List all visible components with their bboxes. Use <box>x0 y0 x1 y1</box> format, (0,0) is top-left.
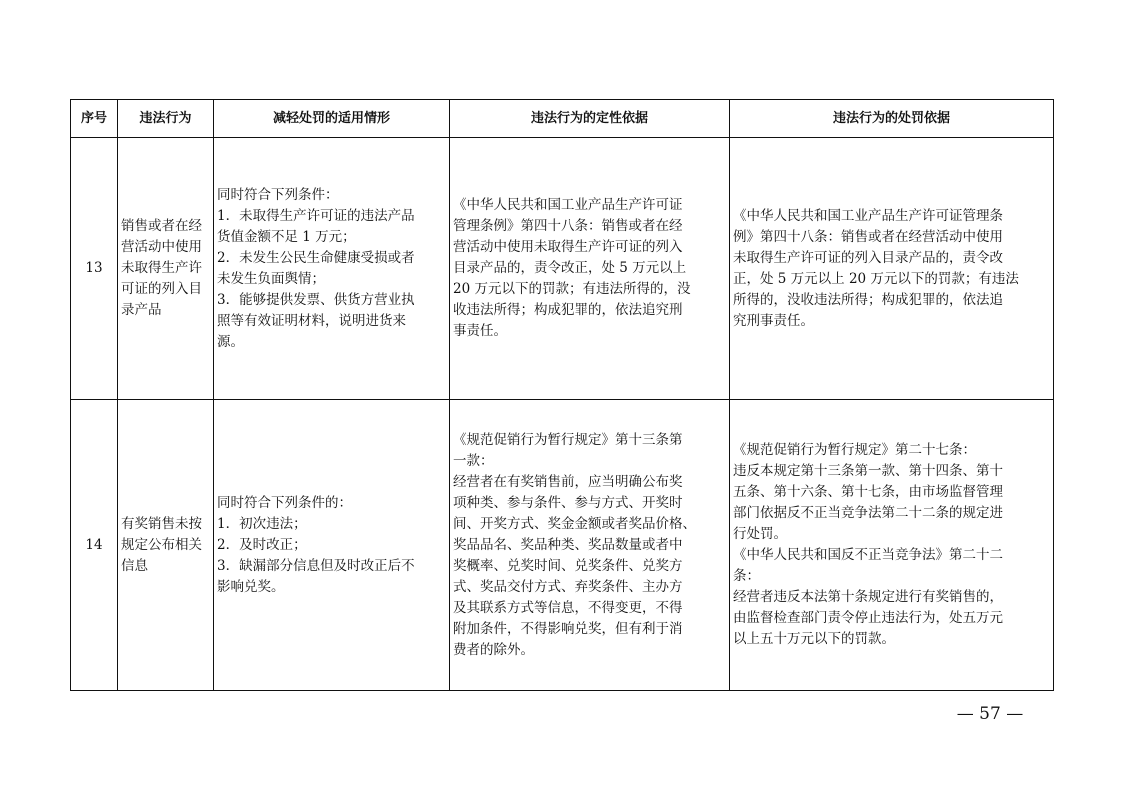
header-basis: 违法行为的定性依据 <box>450 100 730 138</box>
cell-line: 奖品品名、奖品种类、奖品数量或者中 <box>453 536 683 553</box>
cell-line: 由监督检查部门责令停止违法行为，处五万元 <box>733 610 1003 626</box>
cell-line: 未取得生产许可证的列入目录产品的，责令改 <box>733 249 1003 266</box>
row-act <box>118 138 214 400</box>
cell-line: 五条、第十六条、第十七条，由市场监督管理 <box>733 484 1003 500</box>
row-basis <box>450 138 730 400</box>
cell-line: 1．未取得生产许可证的违法产品 <box>217 207 415 224</box>
header-act: 违法行为 <box>118 100 214 138</box>
cell-line: 收违法所得；构成犯罪的，依法追究刑 <box>453 302 683 318</box>
cell-line: 正，处 5 万元以上 20 万元以下的罚款；有违法 <box>733 270 1019 287</box>
header-penalty: 违法行为的处罚依据 <box>730 100 1054 138</box>
cell-line: 同时符合下列条件： <box>217 186 339 203</box>
cell-line: 同时符合下列条件的： <box>217 494 352 511</box>
cell-line: 《中华人民共和国工业产品生产许可证管理条 <box>733 207 1003 224</box>
cell-line: 间、开奖方式、奖金金额或者奖品价格、 <box>453 515 696 532</box>
cell-line: 以上五十万元以下的罚款。 <box>733 631 895 647</box>
cell-line: 《规范促销行为暂行规定》第十三条第 <box>453 431 683 448</box>
cell-line: 有奖销售未按 <box>121 515 202 532</box>
cell-line: 项种类、参与条件、参与方式、开奖时 <box>453 494 683 511</box>
cell-line: 《中华人民共和国工业产品生产许可证 <box>453 197 683 213</box>
cell-line: 2．未发生公民生命健康受损或者 <box>217 249 415 266</box>
cell-line: 目录产品的，责令改正，处 5 万元以上 <box>453 260 687 276</box>
table-header-row <box>71 100 1054 138</box>
table-row <box>71 400 1054 691</box>
header-seq: 序号 <box>71 100 118 138</box>
cell-line: 照等有效证明材料，说明进货来 <box>217 312 406 329</box>
cell-line: 条： <box>733 568 760 584</box>
row-mitigation <box>214 400 450 691</box>
row-mitigation <box>214 138 450 400</box>
cell-line: 影响兑奖。 <box>217 578 285 595</box>
cell-line: 费者的除外。 <box>453 641 534 658</box>
cell-line: 及其联系方式等信息，不得变更，不得 <box>453 599 683 616</box>
cell-line: 3．能够提供发票、供货方营业执 <box>217 291 415 308</box>
row-seq: 13 <box>71 138 118 400</box>
page-number: — 57 — <box>956 704 1024 724</box>
cell-line: 规定公布相关 <box>121 536 202 553</box>
cell-line: 营活动中使用未取得生产许可证的列入 <box>453 239 683 255</box>
cell-line: 式、奖品交付方式、弃奖条件、主办方 <box>453 578 683 595</box>
cell-line: 销售或者在经 <box>121 218 202 234</box>
cell-line: 经营者违反本法第十条规定进行有奖销售的， <box>733 589 1003 605</box>
row-penalty <box>730 400 1054 691</box>
cell-line: 行处罚。 <box>733 526 787 542</box>
cell-line: 违反本规定第十三条第一款、第十四条、第十 <box>733 463 1003 479</box>
cell-line: 管理条例》第四十八条：销售或者在经 <box>453 218 683 234</box>
cell-line: 营活动中使用 <box>121 239 202 255</box>
cell-line: 部门依据反不正当竞争法第二十二条的规定进 <box>733 505 1003 521</box>
cell-line: 可证的列入目 <box>121 281 202 297</box>
table-row <box>71 138 1054 400</box>
row-seq: 14 <box>71 400 118 691</box>
cell-line: 奖概率、兑奖时间、兑奖条件、兑奖方 <box>453 557 683 574</box>
cell-line: 《中华人民共和国反不正当竞争法》第二十二 <box>733 547 1003 563</box>
row-act <box>118 400 214 691</box>
cell-line: 一款： <box>453 452 494 469</box>
row-basis <box>450 400 730 691</box>
cell-line: 所得的，没收违法所得；构成犯罪的，依法追 <box>733 291 1003 308</box>
header-mitigation: 减轻处罚的适用情形 <box>214 100 450 138</box>
cell-line: 2．及时改正； <box>217 536 307 553</box>
cell-line: 源。 <box>217 333 244 350</box>
cell-line: 究刑事责任。 <box>733 312 814 329</box>
cell-line: 录产品 <box>121 302 162 318</box>
cell-line: 货值金额不足 1 万元； <box>217 228 356 245</box>
regulation-table <box>70 99 1054 691</box>
cell-line: 未发生负面舆情； <box>217 270 325 287</box>
cell-line: 3．缺漏部分信息但及时改正后不 <box>217 557 415 574</box>
cell-line: 信息 <box>121 557 148 574</box>
cell-line: 例》第四十八条：销售或者在经营活动中使用 <box>733 228 1003 245</box>
cell-line: 事责任。 <box>453 323 507 339</box>
cell-line: 附加条件，不得影响兑奖，但有利于消 <box>453 620 683 637</box>
cell-line: 未取得生产许 <box>121 260 202 276</box>
cell-line: 20 万元以下的罚款；有违法所得的，没 <box>453 281 691 297</box>
row-penalty <box>730 138 1054 400</box>
cell-line: 1．初次违法； <box>217 515 307 532</box>
cell-line: 《规范促销行为暂行规定》第二十七条： <box>733 442 976 458</box>
cell-line: 经营者在有奖销售前，应当明确公布奖 <box>453 473 683 490</box>
